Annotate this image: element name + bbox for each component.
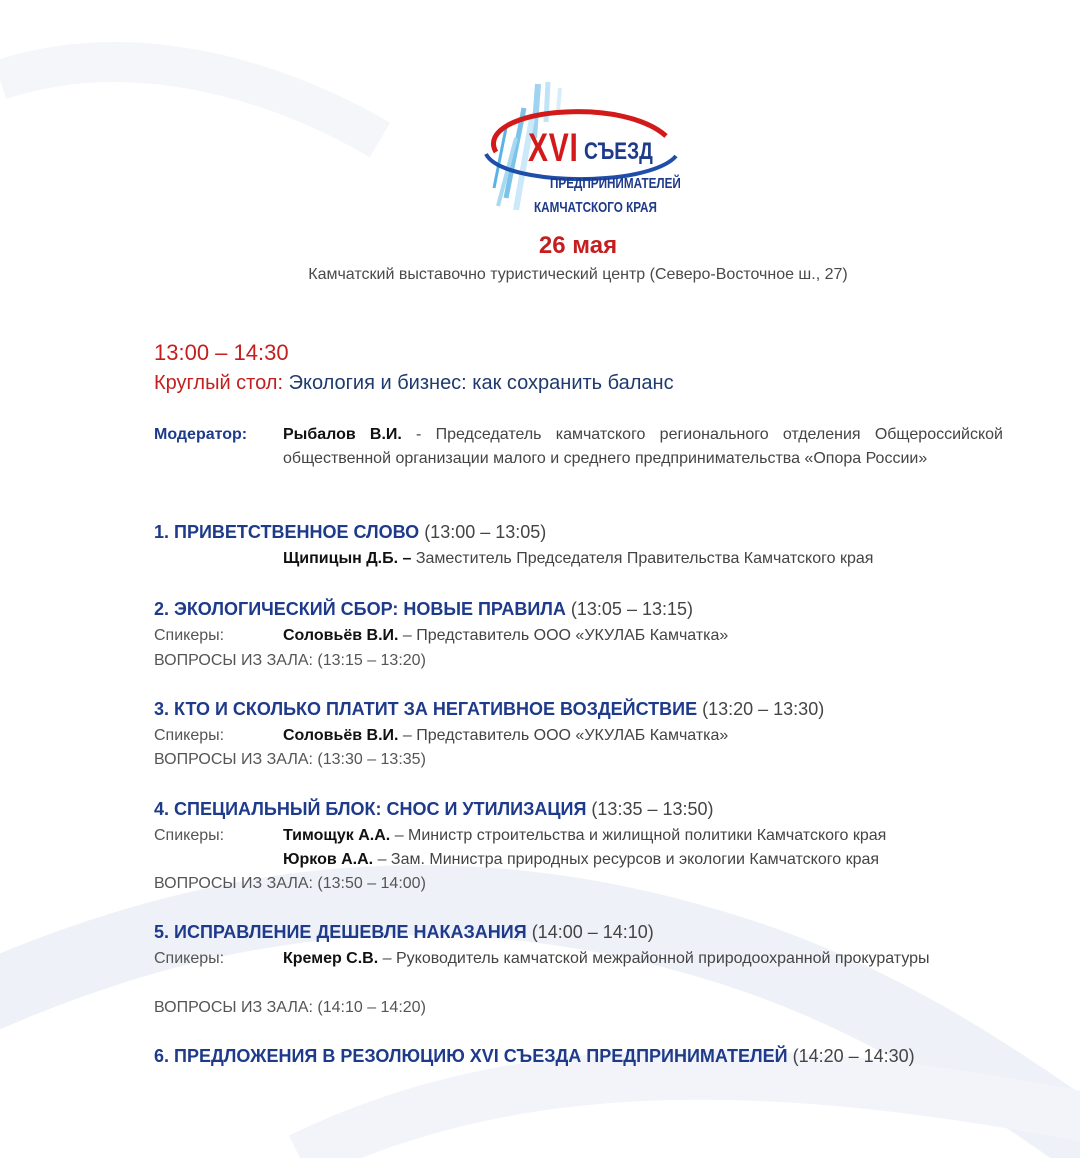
- speaker-name: Юрков А.А.: [283, 851, 374, 868]
- section-1-title: 1. ПРИВЕТСТВЕННОЕ СЛОВО: [154, 522, 420, 542]
- speaker-name: Кремер С.В.: [283, 950, 379, 967]
- section-4-time: (13:35 – 13:50): [586, 799, 714, 819]
- section-2-qa: ВОПРОСЫ ИЗ ЗАЛА: (13:15 – 13:20): [154, 652, 426, 669]
- logo-line3: КАМЧАТСКОГО КРАЯ: [534, 199, 657, 216]
- section-4-speaker-2: [283, 848, 1003, 872]
- section-5-qa: ВОПРОСЫ ИЗ ЗАЛА: (14:10 – 14:20): [154, 999, 426, 1016]
- section-5-time: (14:00 – 14:10): [526, 922, 654, 942]
- section-3-speaker: [283, 724, 1003, 748]
- section-6-heading: [154, 1046, 915, 1067]
- speaker-desc: – Руководитель камчатской межрайонной природоохранной прокуратуры: [378, 950, 930, 967]
- section-5-heading: [154, 922, 654, 943]
- speaker-desc: – Представитель ООО «УКУЛАБ Камчатка»: [398, 727, 729, 744]
- round-table-title: [154, 372, 674, 395]
- section-4-speakers-label: Спикеры:: [154, 827, 225, 844]
- congress-logo: [476, 78, 688, 220]
- section-4-qa: ВОПРОСЫ ИЗ ЗАЛА: (13:50 – 14:00): [154, 875, 426, 892]
- section-2-heading: [154, 599, 693, 620]
- round-table-prefix: Круглый стол:: [154, 372, 284, 394]
- section-5-title: 5. ИСПРАВЛЕНИЕ ДЕШЕВЛЕ НАКАЗАНИЯ: [154, 922, 527, 942]
- section-2-time: (13:05 – 13:15): [565, 599, 693, 619]
- speaker-desc: – Зам. Министра природных ресурсов и экологии Камчатского края: [373, 851, 880, 868]
- section-3-time: (13:20 – 13:30): [697, 699, 825, 719]
- speaker-desc: Заместитель Председателя Правительства Камчатского края: [411, 550, 874, 567]
- section-2-title: 2. ЭКОЛОГИЧЕСКИЙ СБОР: НОВЫЕ ПРАВИЛА: [154, 599, 566, 619]
- section-2-speakers-label: Спикеры:: [154, 627, 225, 644]
- section-5-speaker: [283, 947, 1003, 971]
- section-1-speaker: [283, 547, 1003, 571]
- event-date: 26 мая: [538, 232, 618, 259]
- event-venue: Камчатский выставочно туристический центр (Северо-Восточное ш., 27): [308, 266, 848, 283]
- speaker-desc: – Представитель ООО «УКУЛАБ Камчатка»: [398, 627, 729, 644]
- speaker-name: Соловьёв В.И.: [283, 727, 399, 744]
- logo-numeral: XVI: [528, 126, 579, 170]
- logo-line2: ПРЕДПРИНИМАТЕЛЕЙ: [550, 175, 681, 192]
- section-5-speakers-label: Спикеры:: [154, 950, 225, 967]
- section-4-heading: [154, 799, 714, 820]
- speaker-name: Щипицын Д.Б. –: [283, 550, 412, 567]
- moderator-name: Рыбалов В.И.: [283, 426, 402, 443]
- section-3-speakers-label: Спикеры:: [154, 727, 225, 744]
- logo-word: СЪЕЗД: [584, 138, 653, 165]
- round-table-name: Экология и бизнес: как сохранить баланс: [283, 372, 674, 394]
- section-3-title: 3. КТО И СКОЛЬКО ПЛАТИТ ЗА НЕГАТИВНОЕ ВОЗДЕЙСТВИЕ: [154, 699, 698, 719]
- section-6-time: (14:20 – 14:30): [787, 1046, 915, 1066]
- speaker-name: Соловьёв В.И.: [283, 627, 399, 644]
- moderator-info: [283, 423, 1003, 471]
- section-2-speaker: [283, 624, 1003, 648]
- section-3-heading: [154, 699, 824, 720]
- section-1-heading: [154, 522, 546, 543]
- speaker-name: Тимощук А.А.: [283, 827, 391, 844]
- section-3-qa: ВОПРОСЫ ИЗ ЗАЛА: (13:30 – 13:35): [154, 751, 426, 768]
- section-1-time: (13:00 – 13:05): [419, 522, 547, 542]
- section-4-title: 4. СПЕЦИАЛЬНЫЙ БЛОК: СНОС И УТИЛИЗАЦИЯ: [154, 799, 587, 819]
- round-table-time: 13:00 – 14:30: [154, 340, 289, 365]
- speaker-desc: – Министр строительства и жилищной политики Камчатского края: [390, 827, 887, 844]
- moderator-label: Модератор:: [154, 426, 248, 443]
- moderator-desc: - Председатель камчатского регионального отделения Общероссийской общественной организации малого и среднего предпринимательства «Опора России»: [283, 426, 1003, 467]
- section-6-title: 6. ПРЕДЛОЖЕНИЯ В РЕЗОЛЮЦИЮ XVI СЪЕЗДА ПРЕДПРИНИМАТЕЛЕЙ: [154, 1046, 788, 1066]
- section-4-speaker-1: [283, 824, 1003, 848]
